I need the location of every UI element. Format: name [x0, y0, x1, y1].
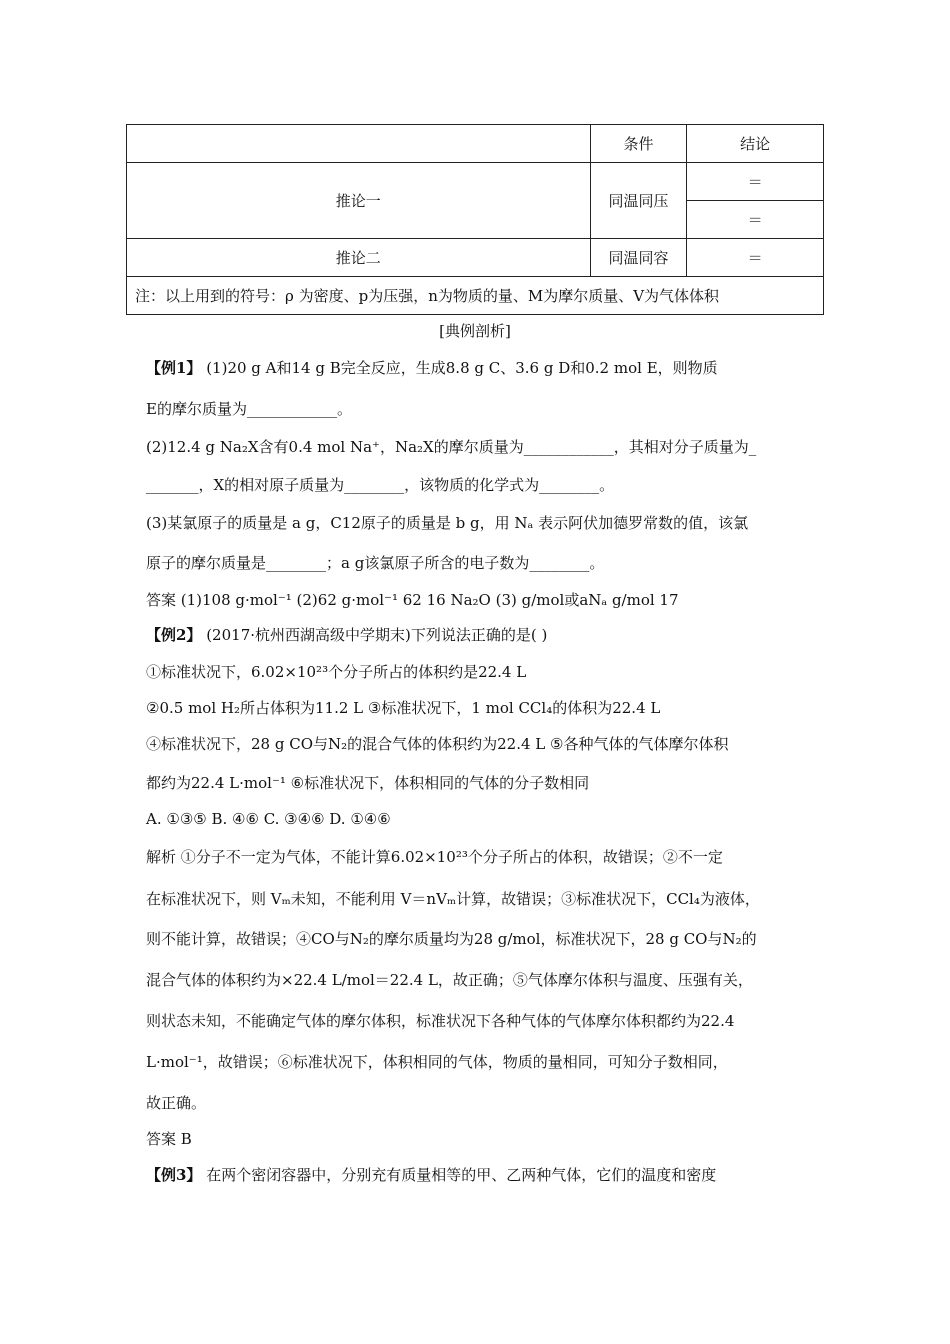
example2-analysis1: 解析 ①分子不一定为气体，不能计算6.02×10²³个分子所占的体积，故错误；②不一定 [146, 848, 723, 866]
example3-line1: 【例3】 在两个密闭容器中，分别充有质量相等的甲、乙两种气体，它们的温度和密度 [146, 1166, 717, 1184]
example2-option1: ①标准状况下，6.02×10²³个分子所占的体积约是22.4 L [146, 663, 527, 681]
example2-answer: 答案 B [146, 1130, 192, 1148]
inference-table [126, 124, 824, 315]
example2-option4: 都约为22.4 L·mol⁻¹ ⑥标准状况下，体积相同的气体的分子数相同 [146, 774, 590, 792]
example1-tag: 【例1】 [146, 359, 202, 377]
row1-conclusion-a: ＝ [687, 163, 824, 201]
example3-tag: 【例3】 [146, 1166, 202, 1184]
table-note: 注：以上用到的符号：ρ 为密度、p为压强，n为物质的量、M为摩尔质量、V为气体体积 [127, 277, 824, 315]
example2-tag: 【例2】 [146, 626, 202, 644]
example2-analysis7: 故正确。 [146, 1094, 207, 1112]
row1-condition: 同温同压 [590, 163, 687, 239]
example1-line1: 【例1】 (1)20 g A和14 g B完全反应，生成8.8 g C、3.6 g D和0.2 mol E，则物质 [146, 359, 718, 377]
table-header-condition: 条件 [590, 125, 687, 163]
section-title: [典例剖析] [439, 322, 511, 340]
example1-line2: E的摩尔质量为____________。 [146, 400, 352, 418]
row1-label: 推论一 [127, 163, 591, 239]
example1-line3: (2)12.4 g Na₂X含有0.4 mol Na⁺，Na₂X的摩尔质量为____________，其相对分子质量为_ [146, 438, 757, 456]
table-header-conclusion: 结论 [687, 125, 824, 163]
example2-analysis4: 混合气体的体积约为×22.4 L/mol＝22.4 L，故正确；⑤气体摩尔体积与温度、压强有关， [146, 971, 753, 989]
example2-analysis6: L·mol⁻¹，故错误；⑥标准状况下，体积相同的气体，物质的量相同，可知分子数相同， [146, 1053, 728, 1071]
table-header-empty [127, 125, 591, 163]
example2-analysis5: 则状态未知，不能确定气体的摩尔体积，标准状况下各种气体的气体摩尔体积都约为22.4 [146, 1012, 735, 1030]
example1-line4: _______，X的相对原子质量为________，该物质的化学式为________。 [146, 476, 615, 494]
row2-conclusion: ＝ [687, 239, 824, 277]
example1-line5: (3)某氯原子的质量是 a g，C12原子的质量是 b g，用 Nₐ 表示阿伏加德罗常数的值，该氯 [146, 514, 749, 532]
row2-label: 推论二 [127, 239, 591, 277]
row1-conclusion-b: ＝ [687, 201, 824, 239]
example1-answer: 答案 (1)108 g·mol⁻¹ (2)62 g·mol⁻¹ 62 16 Na₂O (3) g/mol或aNₐ g/mol 17 [146, 591, 679, 609]
example2-option2: ②0.5 mol H₂所占体积为11.2 L ③标准状况下，1 mol CCl₄的体积为22.4 L [146, 699, 661, 717]
example2-analysis2: 在标准状况下，则 Vₘ未知，不能利用 V＝nVₘ计算，故错误；③标准状况下，CCl₄为液体， [146, 890, 760, 908]
row2-condition: 同温同容 [590, 239, 687, 277]
example2-analysis3: 则不能计算，故错误；④CO与N₂的摩尔质量均为28 g/mol，标准状况下，28 g CO与N₂的 [146, 930, 757, 948]
example1-line6: 原子的摩尔质量是________；a g该氯原子所含的电子数为________。 [146, 554, 605, 572]
example2-choices: A. ①③⑤ B. ④⑥ C. ③④⑥ D. ①④⑥ [146, 810, 391, 828]
example2-stem: 【例2】 (2017·杭州西湖高级中学期末)下列说法正确的是( ) [146, 626, 548, 644]
example2-option3: ④标准状况下，28 g CO与N₂的混合气体的体积约为22.4 L ⑤各种气体的气体摩尔体积 [146, 735, 729, 753]
